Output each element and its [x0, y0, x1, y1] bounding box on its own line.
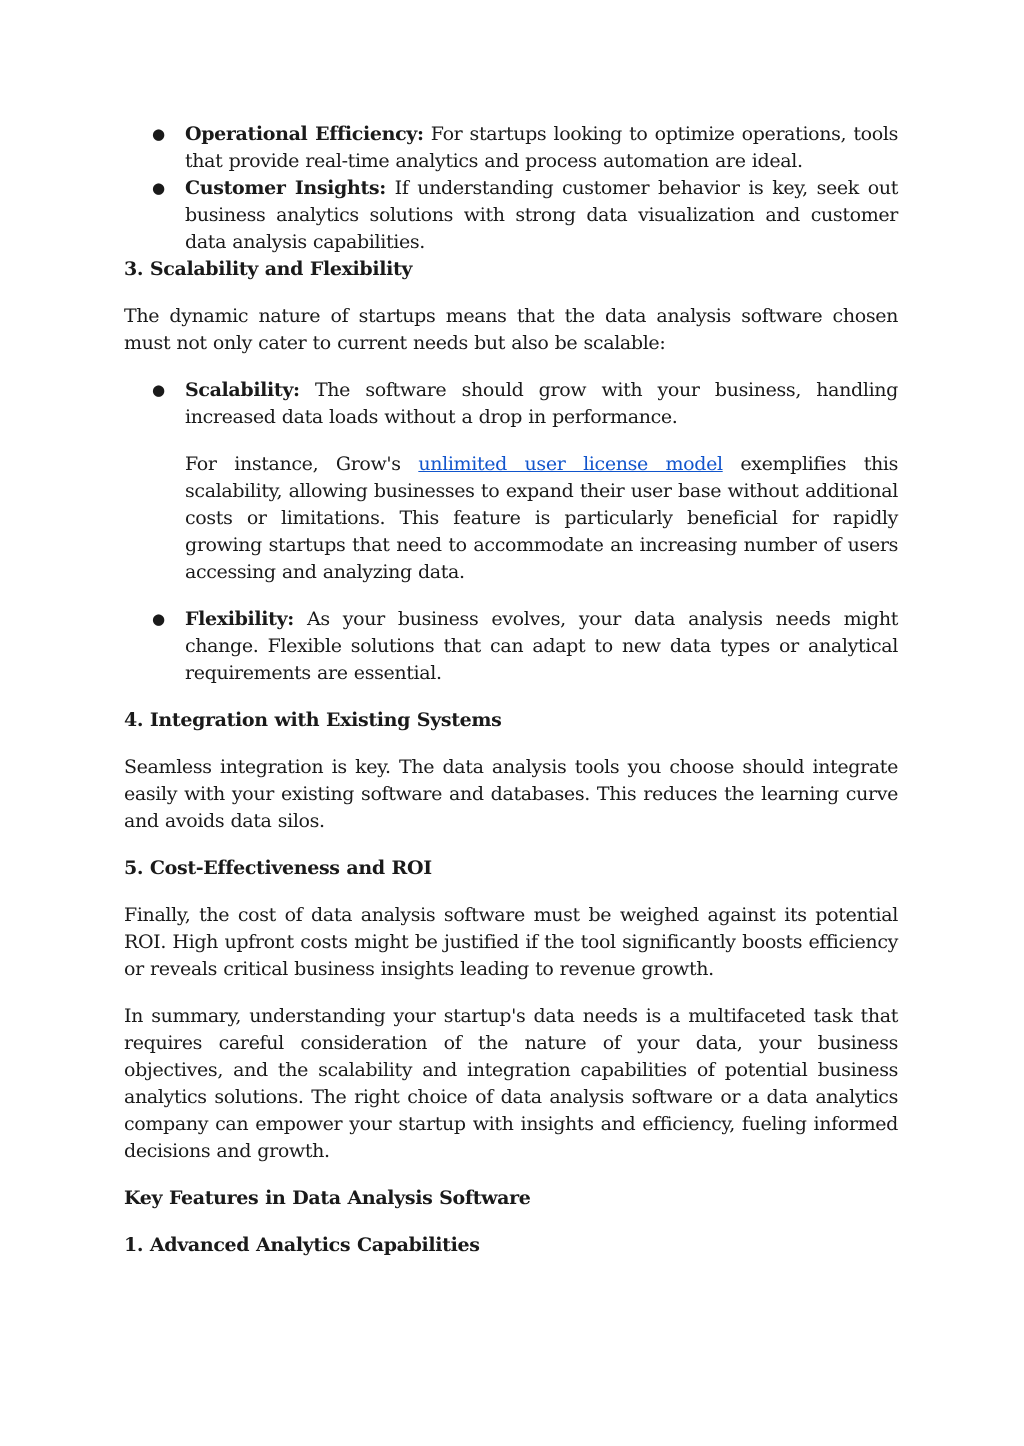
bullet-icon: ●: [152, 125, 165, 143]
list-item-text: If understanding customer behavior is key, seek out business analytics solutions with strong data visualization and customer data analysis capabilities.: [185, 177, 898, 253]
bullet-icon: ●: [152, 179, 165, 197]
example-text-after: exemplifies this scalability, allowing businesses to expand their user base without additional costs or limitations. This feature is particularly beneficial for rapidly growing startups that need to accommodate an increasing number of users accessing and analyzing data.: [185, 453, 899, 583]
document-page: [124, 121, 898, 1279]
list-item: [124, 377, 898, 586]
list-item: [124, 121, 898, 175]
list-item: [124, 606, 898, 687]
bullet-icon: ●: [152, 610, 165, 628]
section-heading: 4. Integration with Existing Systems: [124, 709, 502, 731]
list-item-text: The software should grow with your business, handling increased data loads without a drop in performance.: [185, 379, 898, 428]
section-heading: 5. Cost-Effectiveness and ROI: [124, 857, 432, 879]
list-item-term: Scalability:: [185, 379, 300, 401]
section-heading: 3. Scalability and Flexibility: [124, 258, 413, 280]
unlimited-user-license-link[interactable]: unlimited user license model: [418, 453, 723, 475]
example-paragraph: [185, 451, 898, 586]
section-body: Finally, the cost of data analysis software must be weighed against its potential ROI. High upfront costs might be justified if the tool significantly boosts efficiency or reveals critical business insights leading to revenue growth.: [124, 904, 898, 980]
bullet-icon: ●: [152, 381, 165, 399]
section-intro: The dynamic nature of startups means that the data analysis software chosen must not only cater to current needs but also be scalable:: [124, 305, 898, 354]
list-item-text: As your business evolves, your data analysis needs might change. Flexible solutions that can adapt to new data types or analytical requirements are essential.: [185, 608, 898, 684]
list-item-term: Operational Efficiency:: [185, 123, 424, 145]
subsection-heading: 1. Advanced Analytics Capabilities: [124, 1234, 480, 1256]
list-item-text: For startups looking to optimize operations, tools that provide real-time analytics and process automation are ideal.: [185, 123, 898, 172]
scalability-list: [124, 377, 898, 687]
section-body: Seamless integration is key. The data analysis tools you choose should integrate easily with your existing software and databases. This reduces the learning curve and avoids data silos.: [124, 756, 898, 832]
needs-list: [124, 121, 898, 256]
key-features-heading: Key Features in Data Analysis Software: [124, 1187, 531, 1209]
example-text-before: For instance, Grow's: [185, 453, 419, 475]
summary-paragraph: In summary, understanding your startup's data needs is a multifaceted task that requires careful consideration of the nature of your data, your business objectives, and the scalability and integration capabilities of potential business analytics solutions. The right choice of data analysis software or a data analytics company can empower your startup with insights and efficiency, fueling informed decisions and growth.: [124, 1005, 898, 1162]
list-item-term: Flexibility:: [185, 608, 294, 630]
list-item: [124, 175, 898, 256]
list-item-term: Customer Insights:: [185, 177, 386, 199]
